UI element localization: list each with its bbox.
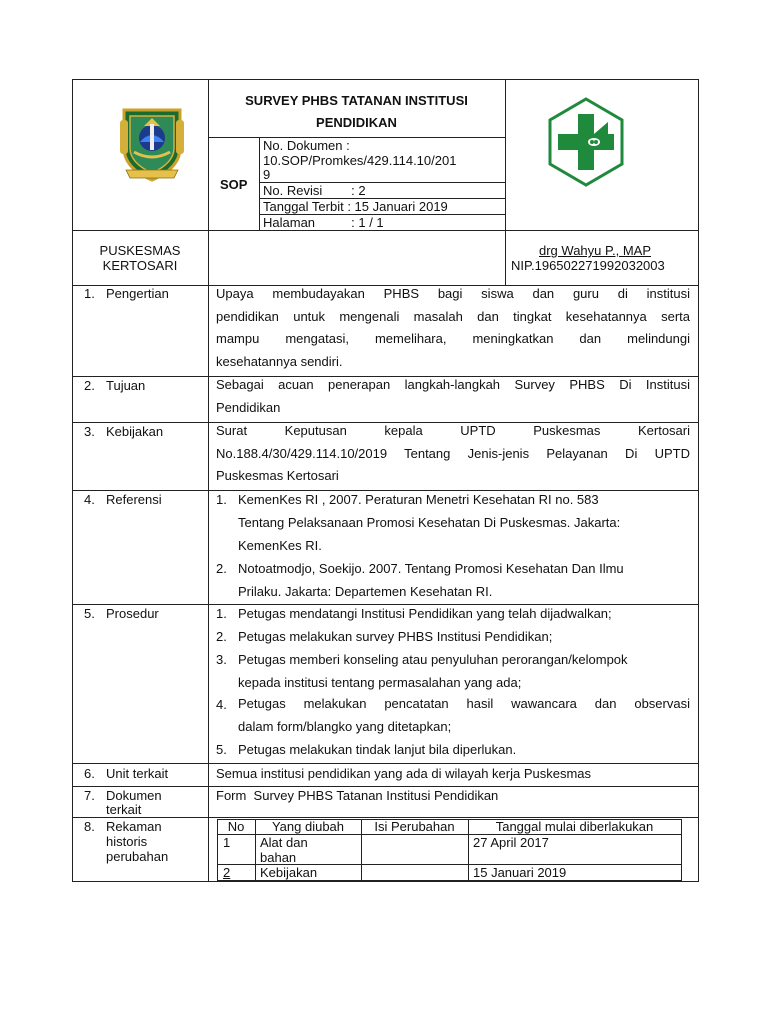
org-name-line2: KERTOSARI <box>102 258 178 273</box>
table-cell-date: 15 Januari 2019 <box>473 865 567 880</box>
section-label-dokumen: Dokumen <box>106 788 162 803</box>
divider <box>72 230 699 231</box>
doc-number-label: No. Dokumen : <box>263 138 350 153</box>
doc-number-value-cont: 9 <box>263 167 271 182</box>
table-cell-changed: Kebijakan <box>260 865 318 880</box>
procedure-step: Petugas melakukan tindak lanjut bila diperlukan. <box>238 742 517 757</box>
border-bottom <box>72 881 699 882</box>
list-number: 5. <box>216 742 227 757</box>
text-line: Sebagai acuan penerapan langkah-langkah Survey PHBS Di Institusi <box>216 377 690 392</box>
list-number: 4. <box>216 697 227 712</box>
table-header-changed: Yang diubah <box>271 819 345 834</box>
section-label-prosedur: Prosedur <box>106 606 159 621</box>
section-text-unit-terkait: Semua institusi pendidikan yang ada di wilayah kerja Puskesmas <box>216 766 592 781</box>
procedure-step: kepada institusi tentang permasalahan yang ada; <box>238 675 522 690</box>
divider <box>208 79 209 285</box>
text-line: mampu mengatasi, memelihara, meningkatkan dan melindungi <box>216 331 690 346</box>
border-left <box>72 79 73 882</box>
procedure-step: Petugas melakukan survey PHBS Institusi Pendidikan; <box>238 629 553 644</box>
divider <box>681 819 682 881</box>
reference-item: Prilaku. Jakarta: Departemen Kesehatan RI. <box>238 584 493 599</box>
list-number: 3. <box>216 652 227 667</box>
section-label-kebijakan: Kebijakan <box>106 424 164 439</box>
procedure-step <box>238 693 690 738</box>
section-number: 6. <box>84 766 95 781</box>
signer-nip: NIP.196502271992032003 <box>511 258 665 273</box>
divider <box>72 604 699 605</box>
section-number: 3. <box>84 424 95 439</box>
table-cell-changed: Alat dan <box>260 835 308 850</box>
section-label-tujuan: Tujuan <box>106 378 146 393</box>
section-number: 2. <box>84 378 95 393</box>
section-label-dokumen-cont: terkait <box>106 802 142 817</box>
table-cell-changed-cont: bahan <box>260 850 297 865</box>
table-header-content: Isi Perubahan <box>374 819 455 834</box>
procedure-step: Petugas memberi konseling atau penyuluhan perorangan/kelompok <box>238 652 628 667</box>
reference-item: Tentang Pelaksanaan Promosi Kesehatan Di Puskesmas. Jakarta: <box>238 515 621 530</box>
text-line: Pendidikan <box>216 399 281 415</box>
issue-date: Tanggal Terbit : 15 Januari 2019 <box>263 199 448 214</box>
section-label-referensi: Referensi <box>106 492 162 507</box>
border-right <box>698 79 699 882</box>
reference-item: Notoatmodjo, Soekijo. 2007. Tentang Promosi Kesehatan Dan Ilmu <box>238 561 624 576</box>
list-number: 2. <box>216 561 227 576</box>
section-label-rekaman: Rekaman <box>106 819 162 834</box>
text-line: Upaya membudayakan PHBS bagi siswa dan guru di institusi <box>216 286 690 301</box>
section-number: 4. <box>84 492 95 507</box>
table-header-date: Tanggal mulai diberlakukan <box>495 819 654 834</box>
divider <box>505 79 506 285</box>
divider <box>259 137 260 230</box>
document-title-line1: SURVEY PHBS TATANAN INSTITUSI <box>245 93 468 108</box>
divider <box>208 285 209 882</box>
text-line: dalam form/blangko yang ditetapkan; <box>238 718 452 734</box>
divider <box>72 817 699 818</box>
section-text-kebijakan <box>216 420 690 488</box>
text-line: Petugas melakukan pencatatan hasil wawancara dan observasi <box>238 696 690 711</box>
divider <box>72 490 699 491</box>
crest-icon <box>116 104 188 184</box>
text-line: Puskesmas Kertosari <box>216 468 339 483</box>
section-number: 1. <box>84 286 95 301</box>
text-line: kesehatannya sendiri. <box>216 353 343 369</box>
divider <box>72 763 699 764</box>
org-name-line1: PUSKESMAS <box>99 243 181 258</box>
sop-label: SOP <box>220 177 248 192</box>
text-line: pendidikan untuk mengenali masalah dan tingkat kesehatannya serta <box>216 308 690 324</box>
section-label-rekaman-cont: historis <box>106 834 148 849</box>
revision-number: No. Revisi : 2 <box>263 183 366 198</box>
puskesmas-logo <box>546 96 626 188</box>
text-line: No.188.4/30/429.114.10/2019 Tentang Jenis-jenis Pelayanan Di UPTD <box>216 445 690 461</box>
section-number: 8. <box>84 819 95 834</box>
list-number: 1. <box>216 492 227 507</box>
reference-item: KemenKes RI , 2007. Peraturan Menetri Kesehatan RI no. 583 <box>238 492 599 507</box>
table-cell-no: 2 <box>223 865 231 880</box>
section-text-pengertian <box>216 283 690 373</box>
border-top <box>72 79 699 80</box>
page-number: Halaman : 1 / 1 <box>263 215 384 230</box>
section-number: 7. <box>84 788 95 803</box>
section-text-dokumen-terkait: Form Survey PHBS Tatanan Institusi Pendidikan <box>216 788 499 803</box>
table-cell-date: 27 April 2017 <box>473 835 549 850</box>
table-header-no: No <box>227 819 245 834</box>
section-label-pengertian: Pengertian <box>106 286 169 301</box>
list-number: 2. <box>216 629 227 644</box>
signer-name: drg Wahyu P., MAP <box>539 243 651 258</box>
regency-logo <box>116 104 188 184</box>
reference-item: KemenKes RI. <box>238 538 322 553</box>
divider <box>72 786 699 787</box>
text-line: Surat Keputusan kepala UPTD Puskesmas Kertosari <box>216 423 690 438</box>
doc-number-value: 10.SOP/Promkes/429.114.10/201 <box>263 153 457 168</box>
section-text-tujuan <box>216 374 690 419</box>
health-cross-icon <box>546 96 626 188</box>
section-label-rekaman-cont: perubahan <box>106 849 169 864</box>
section-label-unit-terkait: Unit terkait <box>106 766 169 781</box>
procedure-step: Petugas mendatangi Institusi Pendidikan yang telah dijadwalkan; <box>238 606 612 621</box>
table-cell-no: 1 <box>223 835 231 850</box>
list-number: 1. <box>216 606 227 621</box>
section-number: 5. <box>84 606 95 621</box>
divider <box>208 137 505 138</box>
document-title-line2: PENDIDIKAN <box>316 115 397 130</box>
